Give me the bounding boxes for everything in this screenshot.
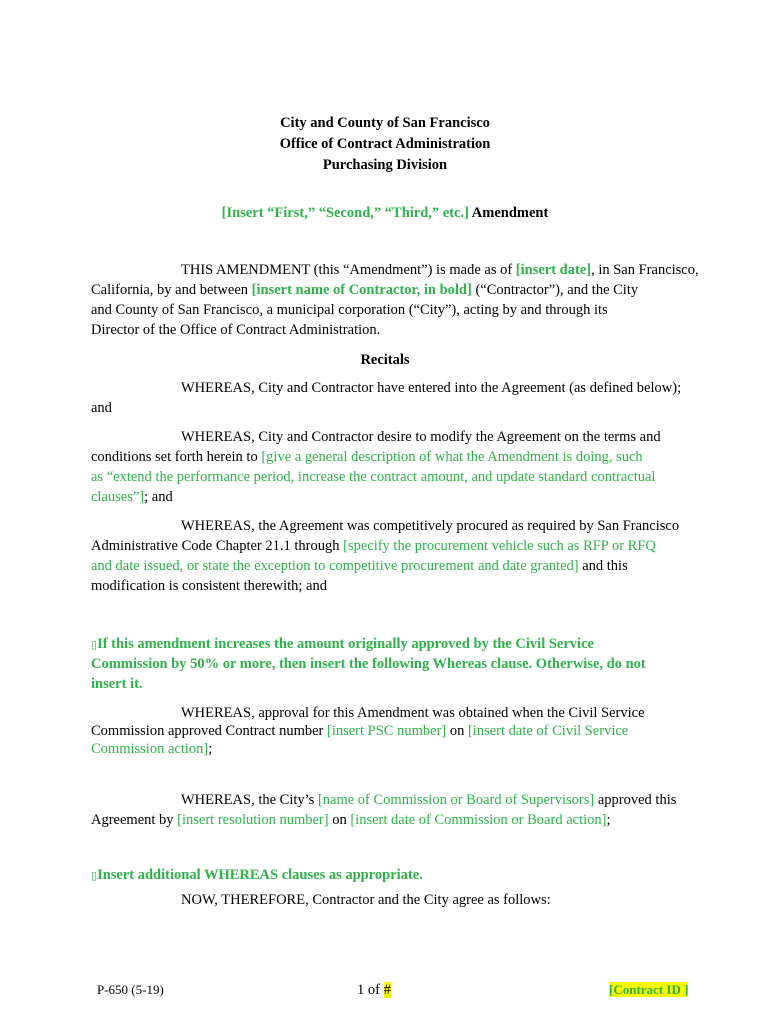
whereas-text: Agreement by (91, 812, 178, 828)
now-therefore-clause (91, 890, 691, 910)
whereas-1-line-2: and (91, 400, 112, 416)
intro-line-2 (91, 280, 691, 300)
whereas-5-line-1 (91, 790, 691, 810)
form-number: P-650 (5-19) (97, 982, 164, 997)
procurement-placeholder: and date issued, or state the exception to competitive procurement and date granted] (91, 558, 579, 574)
contract-id-field (609, 981, 688, 999)
amendment-word: Amendment (471, 205, 549, 221)
whereas-2-line-3: as “extend the performance period, increase the contract amount, and update standard contractual (91, 469, 656, 485)
board-action-date-placeholder: [insert date of Commission or Board action] (350, 812, 607, 828)
whereas-clause-3 (91, 516, 691, 596)
intro-text: California, by and between (91, 282, 252, 298)
whereas-text: Administrative Code Chapter 21.1 through (91, 538, 344, 554)
whereas-clause-4 (91, 704, 691, 758)
whereas-text: on (328, 812, 351, 828)
contractor-name-placeholder: [insert name of Contractor, in bold] (251, 282, 472, 298)
whereas-3-line-3 (91, 556, 691, 576)
intro-text: THIS AMENDMENT (this “Amendment”) is made as of (181, 262, 516, 278)
whereas-text: WHEREAS, the City’s (181, 792, 318, 808)
description-placeholder: clauses”] (91, 489, 145, 505)
intro-line-3: and County of San Francisco, a municipal corporation (“City”), acting by and through its (91, 302, 608, 318)
whereas-clause-5 (91, 790, 691, 830)
whereas-text: Commission approved Contract number (91, 723, 327, 739)
resolution-number-placeholder: [insert resolution number] (177, 812, 329, 828)
contract-id-highlight: [Contract ID ] (609, 982, 689, 997)
whereas-2-line-1: WHEREAS, City and Contractor desire to modify the Agreement on the terms and (181, 429, 661, 445)
header-line-3: Purchasing Division (322, 157, 448, 173)
missing-glyph-icon: ▯ (91, 869, 98, 882)
whereas-4-line-2 (91, 722, 691, 740)
note-1-line-1 (91, 634, 691, 654)
intro-line-1 (91, 260, 699, 280)
instruction-note-1 (91, 634, 691, 694)
page-number (357, 981, 391, 999)
whereas-3-line-4: modification is consistent therewith; and (91, 578, 327, 594)
intro-paragraph (91, 260, 699, 340)
whereas-text: ; (208, 741, 213, 757)
intro-text: (“Contractor”), and the City (471, 282, 639, 298)
whereas-text: ; (606, 812, 611, 828)
whereas-text: ; and (144, 489, 173, 505)
note-1-line-2: Commission by 50% or more, then insert the following Whereas clause. Otherwise, do not (91, 656, 646, 672)
whereas-4-line-1: WHEREAS, approval for this Amendment was obtained when the Civil Service (181, 705, 645, 721)
whereas-3-line-2 (91, 536, 691, 556)
whereas-text: and this (578, 558, 628, 574)
whereas-2-line-4 (91, 487, 691, 507)
whereas-clause-2 (91, 427, 691, 507)
csc-date-placeholder: Commission action] (91, 741, 209, 757)
whereas-text: approved this (594, 792, 677, 808)
amendment-title (0, 203, 770, 223)
instruction-note-2 (91, 865, 691, 885)
whereas-1-line-1: WHEREAS, City and Contractor have entered into the Agreement (as defined below); (181, 380, 682, 396)
commission-name-placeholder: [name of Commission or Board of Supervisors] (317, 792, 595, 808)
insert-date-placeholder: [insert date] (515, 262, 592, 278)
psc-number-placeholder: [insert PSC number] (327, 723, 447, 739)
page-total-field: # (383, 982, 391, 998)
description-placeholder: [give a general description of what the Amendment is doing, such (261, 449, 643, 465)
amendment-ordinal-placeholder: [Insert “First,” “Second,” “Third,” etc.] (221, 205, 469, 221)
whereas-2-line-2 (91, 447, 691, 467)
note-1-line-3: insert it. (91, 676, 143, 692)
whereas-text: conditions set forth herein to (91, 449, 262, 465)
missing-glyph-icon: ▯ (91, 638, 98, 651)
intro-line-4: Director of the Office of Contract Administration. (91, 322, 381, 338)
now-therefore-line: NOW, THEREFORE, Contractor and the City agree as follows: (181, 892, 551, 908)
whereas-3-line-1: WHEREAS, the Agreement was competitively procured as required by San Francisco (181, 518, 680, 534)
header-line-1: City and County of San Francisco (280, 115, 490, 131)
header-line-2: Office of Contract Administration (279, 136, 491, 152)
page-number-text: 1 of (357, 982, 384, 998)
note-text: If this amendment increases the amount originally approved by the Civil Service (97, 636, 594, 652)
note-2-line (91, 865, 691, 885)
whereas-text: on (446, 723, 468, 739)
whereas-clause-1 (91, 378, 691, 418)
whereas-4-line-3 (91, 740, 691, 758)
intro-text: , in San Francisco, (591, 262, 699, 278)
csc-date-placeholder: [insert date of Civil Service (467, 723, 629, 739)
whereas-5-line-2 (91, 810, 691, 830)
note-text: Insert additional WHEREAS clauses as appropriate. (97, 867, 423, 883)
procurement-placeholder: [specify the procurement vehicle such as RFP or RFQ (343, 538, 656, 554)
recitals-heading: Recitals (360, 352, 410, 368)
